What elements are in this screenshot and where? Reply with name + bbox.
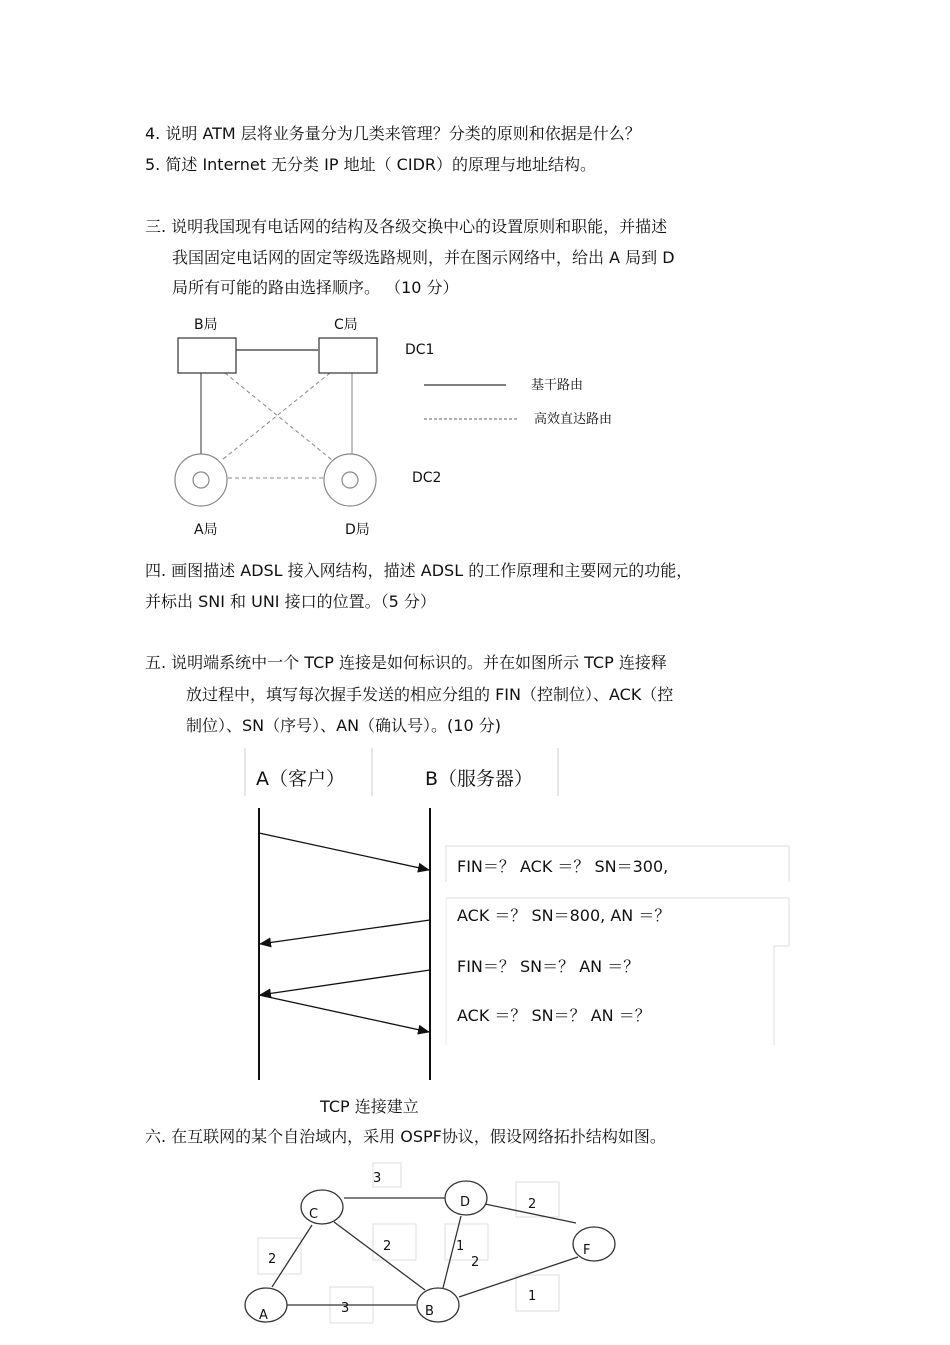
weight-box-bf <box>516 1275 559 1311</box>
weight-ac: 2 <box>268 1252 277 1267</box>
message-1: FIN＝？ ACK ＝？ SN＝300, <box>457 857 669 876</box>
weight-ab: 3 <box>341 1301 350 1316</box>
section5-line3: 制位）、SN（序号）、AN（确认号）。(10 分) <box>186 716 501 735</box>
arrow-ack-b-to-a <box>260 920 430 944</box>
arrow-fin-b-to-a <box>260 970 430 995</box>
edge-c-b <box>334 1222 425 1290</box>
svg-text:F: F <box>583 1243 591 1258</box>
section3-line2: 我国固定电话网的固定等级选路规则，并在图示网络中，给出 A 局到 D <box>172 248 675 267</box>
svg-text:D: D <box>460 1195 471 1210</box>
direct-route-c-a <box>222 373 330 460</box>
edge-a-c <box>272 1225 312 1287</box>
node-d <box>445 1181 487 1215</box>
arrow-fin-a-to-b <box>259 833 429 870</box>
c-office-label: C局 <box>334 317 358 333</box>
c-office-box <box>319 338 377 373</box>
question-4: 4. 说明 ATM 层将业务量分为几类来管理？分类的原则和依据是什么？ <box>145 124 641 143</box>
weight-db-2: 2 <box>471 1255 480 1270</box>
d-office-node <box>324 454 376 506</box>
section5-line1: 五. 说明端系统中一个 TCP 连接是如何标识的。并在如图所示 TCP 连接释 <box>145 653 667 672</box>
client-label: A（客户） <box>256 768 345 790</box>
svg-text:C: C <box>309 1207 319 1222</box>
weight-df: 2 <box>528 1197 537 1212</box>
message-2: ACK ＝？ SN＝800, AN ＝？ <box>457 906 671 925</box>
diagram-caption: TCP 连接建立 <box>320 1097 419 1116</box>
weight-db-1: 1 <box>456 1239 465 1254</box>
direct-route-b-d <box>225 373 332 460</box>
dc2-label: DC2 <box>412 470 442 486</box>
weight-bf: 1 <box>528 1289 537 1304</box>
ospf-topology-graph <box>0 1160 950 1345</box>
dc1-label: DC1 <box>405 342 435 358</box>
node-c <box>301 1190 343 1224</box>
section3-line1: 三. 说明我国现有电话网的结构及各级交换中心的设置原则和职能，并描述 <box>145 217 668 236</box>
node-f <box>573 1227 615 1261</box>
section5-line2: 放过程中，填写每次握手发送的相应分组的 FIN（控制位）、ACK（控 <box>186 685 674 704</box>
b-office-label: B局 <box>194 317 218 333</box>
arrow-ack-a-to-b <box>259 995 429 1032</box>
legend-trunk-label: 基干路由 <box>531 378 584 393</box>
section4-line1: 四. 画图描述 ADSL 接入网结构，描述 ADSL 的工作原理和主要网元的功能， <box>145 561 693 580</box>
d-office-label: D局 <box>345 522 370 538</box>
server-label: B（服务器） <box>425 768 534 790</box>
b-office-box <box>178 338 236 373</box>
weight-box-cb <box>373 1224 416 1260</box>
a-office-label: A局 <box>194 522 218 538</box>
section6-line1: 六. 在互联网的某个自治域内，采用 OSPF协议，假设网络拓扑结构如图。 <box>145 1127 666 1146</box>
telephone-network-diagram <box>0 300 950 550</box>
weight-box-ac <box>258 1238 301 1274</box>
svg-text:B: B <box>425 1304 434 1319</box>
question-5: 5. 简述 Internet 无分类 IP 地址（ CIDR）的原理与地址结构。 <box>145 155 597 174</box>
section4-line2: 并标出 SNI 和 UNI 接口的位置。（5 分） <box>145 592 436 611</box>
node-a <box>245 1288 287 1323</box>
message-4: ACK ＝？ SN＝？ AN ＝？ <box>457 1006 651 1025</box>
weight-cd: 3 <box>373 1171 382 1186</box>
section3-line3: 局所有可能的路由选择顺序。 （10 分） <box>172 278 459 297</box>
a-office-node <box>175 454 227 506</box>
message-3: FIN＝？ SN＝？ AN ＝？ <box>457 957 640 976</box>
tcp-release-diagram <box>0 740 950 1125</box>
legend-direct-label: 高效直达路由 <box>534 412 613 427</box>
node-b <box>417 1288 459 1322</box>
weight-cb: 2 <box>383 1239 392 1254</box>
svg-text:A: A <box>259 1308 268 1323</box>
